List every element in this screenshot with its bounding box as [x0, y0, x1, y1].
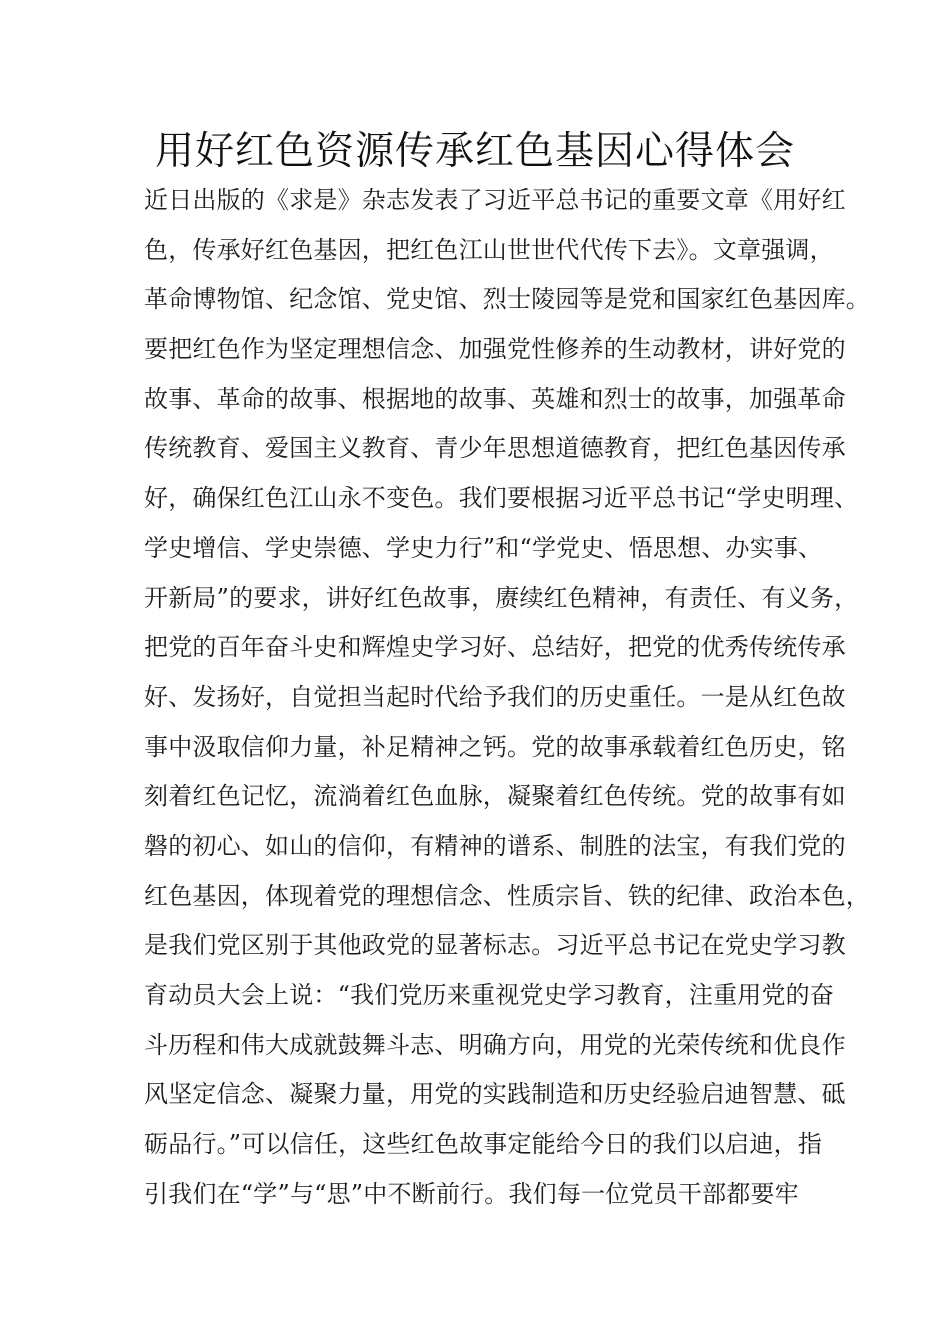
body-line: 事中汲取信仰力量，补足精神之钙。党的故事承载着红色历史，铭: [144, 732, 846, 761]
body-line: 风坚定信念、凝聚力量，用党的实践制造和历史经验启迪智慧、砥: [144, 1080, 846, 1109]
document-title: 用好红色资源传承红色基因心得体会: [154, 129, 795, 174]
body-line: 故事、革命的故事、根据地的故事、英雄和烈士的故事，加强革命: [144, 384, 846, 413]
body-line: 好，确保红色江山永不变色。我们要根据习近平总书记“学史明理、: [144, 484, 859, 513]
body-line: 开新局”的要求，讲好红色故事，赓续红色精神，有责任、有义务，: [144, 583, 859, 612]
body-line: 是我们党区别于其他政党的显著标志。习近平总书记在党史学习教: [144, 931, 846, 960]
body-line: 色，传承好红色基因，把红色江山世世代代传下去》。文章强调，: [144, 235, 834, 264]
body-line: 好、发扬好，自觉担当起时代给予我们的历史重任。一是从红色故: [144, 682, 846, 711]
document-body: [144, 176, 870, 1219]
body-line: 刻着红色记忆，流淌着红色血脉，凝聚着红色传统。党的故事有如: [144, 782, 846, 811]
body-line: 育动员大会上说：“我们党历来重视党史学习教育，注重用党的奋: [144, 981, 835, 1009]
body-line: 红色基因，体现着党的理想信念、性质宗旨、铁的纪律、政治本色，: [144, 881, 870, 910]
body-line: 斗历程和伟大成就鼓舞斗志、明确方向，用党的光荣传统和优良作: [144, 1030, 846, 1059]
body-line: 传统教育、爱国主义教育、青少年思想道德教育，把红色基因传承: [144, 434, 846, 463]
body-line: 引我们在“学”与“思”中不断前行。我们每一位党员干部都要牢: [144, 1179, 799, 1208]
body-line: 把党的百年奋斗史和辉煌史学习好、总结好，把党的优秀传统传承: [144, 633, 846, 662]
body-line: 要把红色作为坚定理想信念、加强党性修养的生动教材，讲好党的: [144, 335, 846, 364]
body-line: 近日出版的《求是》杂志发表了习近平总书记的重要文章《用好红: [144, 186, 846, 214]
body-line: 磐的初心、如山的信仰，有精神的谱系、制胜的法宝，有我们党的: [144, 831, 846, 860]
body-line: 学史增信、学史崇德、学史力行”和“学党史、悟思想、办实事、: [144, 533, 823, 562]
body-line: 革命博物馆、纪念馆、党史馆、烈士陵园等是党和国家红色基因库。: [144, 285, 870, 314]
body-line: 砺品行。”可以信任，这些红色故事定能给今日的我们以启迪，指: [144, 1130, 823, 1159]
